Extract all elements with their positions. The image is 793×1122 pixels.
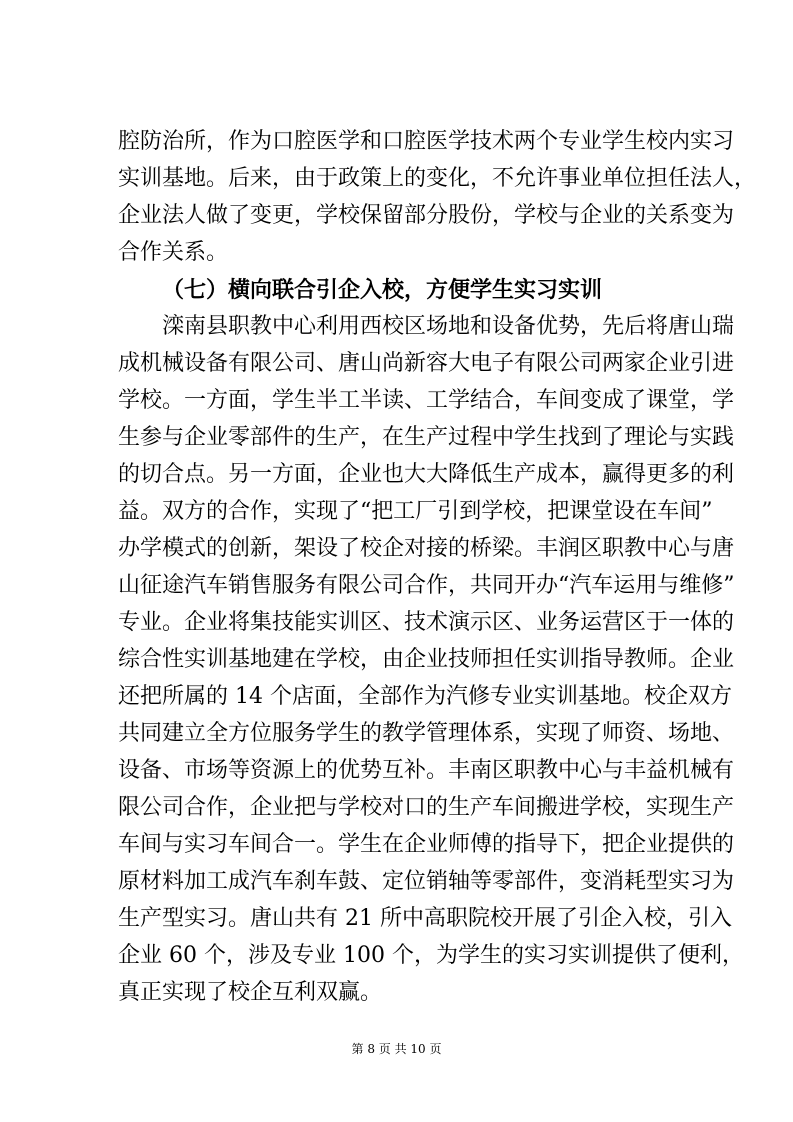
page-footer: 第 8 页 共 10 页: [351, 1042, 442, 1056]
body-text-line: 原材料加工成汽车刹车鼓、定位销轴等零部件，变消耗型实习为: [118, 869, 735, 894]
body-text-line: 企业 60 个，涉及专业 100 个，为学生的实习实训提供了便利，: [118, 943, 744, 968]
body-text-line: 山征途汽车销售服务有限公司合作，共同开办“汽车运用与维修”: [118, 573, 735, 598]
section-heading: （七）横向联合引企入校，方便学生实习实训: [162, 277, 603, 303]
body-text-line: 的切合点。另一方面，企业也大大降低生产成本，赢得更多的利: [118, 462, 735, 487]
body-text-line: 生参与企业零部件的生产，在生产过程中学生找到了理论与实践: [118, 425, 735, 450]
body-text-line: 生产型实习。唐山共有 21 所中高职院校开展了引企入校，引入: [118, 906, 732, 931]
body-text-line: 实训基地。后来，由于政策上的变化，不允许事业单位担任法人，: [118, 166, 757, 191]
body-text-line: 益。双方的合作，实现了“把工厂引到学校，把课堂设在车间”: [118, 499, 713, 524]
body-text-line: 专业。企业将集技能实训区、技术演示区、业务运营区于一体的: [118, 610, 735, 635]
body-text-line: 还把所属的 14 个店面，全部作为汽修专业实训基地。校企双方: [118, 684, 732, 709]
body-text-line: 设备、市场等资源上的优势互补。丰南区职教中心与丰益机械有: [118, 758, 735, 783]
body-text-line: 滦南县职教中心利用西校区场地和设备优势，先后将唐山瑞: [162, 314, 735, 339]
body-text-line: 合作关系。: [118, 240, 229, 265]
body-text-line: 企业法人做了变更，学校保留部分股份，学校与企业的关系变为: [118, 203, 735, 228]
body-text-line: 限公司合作，企业把与学校对口的生产车间搬进学校，实现生产: [118, 795, 735, 820]
body-text-line: 办学模式的创新，架设了校企对接的桥梁。丰润区职教中心与唐: [118, 536, 735, 561]
body-text-line: 共同建立全方位服务学生的教学管理体系，实现了师资、场地、: [118, 721, 735, 746]
body-text-line: 真正实现了校企互利双赢。: [118, 980, 383, 1005]
body-text-line: 成机械设备有限公司、唐山尚新容大电子有限公司两家企业引进: [118, 351, 735, 376]
body-text-line: 腔防治所，作为口腔医学和口腔医学技术两个专业学生校内实习: [118, 129, 735, 154]
body-text-line: 学校。一方面，学生半工半读、工学结合，车间变成了课堂，学: [118, 388, 735, 413]
body-text-line: 综合性实训基地建在学校，由企业技师担任实训指导教师。企业: [118, 647, 735, 672]
body-text-line: 车间与实习车间合一。学生在企业师傅的指导下，把企业提供的: [118, 832, 735, 857]
